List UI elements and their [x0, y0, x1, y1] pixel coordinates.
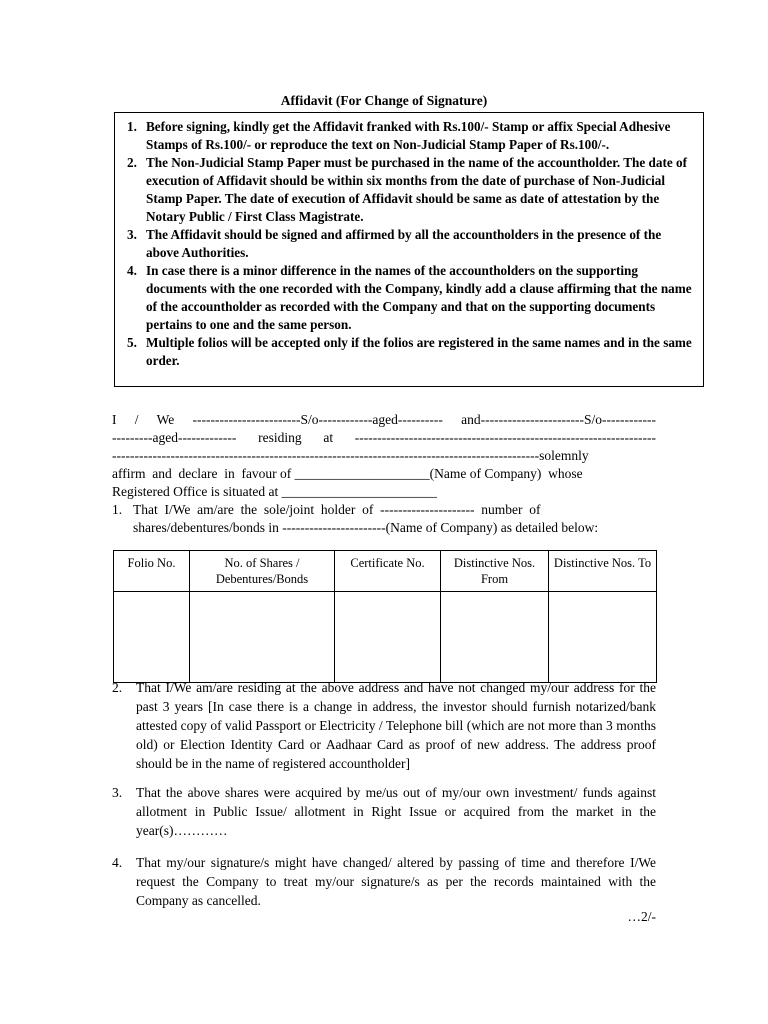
- instruction-text: Before signing, kindly get the Affidavit franked with Rs.100/- Stamp or affix Special Adhesive Stamps of Rs.100/- or reproduce the text on Non-Judicial Stamp Paper of Rs.100/-.: [146, 119, 671, 152]
- table-cell-distinctive-to[interactable]: [549, 592, 657, 683]
- clause-text: That I/We am/are residing at the above address and have not changed my/our address for the past 3 years [In case there is a change in address, the investor should furnish notarized/bank attested copy of valid Passport or Electricity / Telephone bill (which are not more than 3 months old) or Election Identity Card or Aadhaar Card as proof of new address. The address proof should be in the name of registered accountholder]: [136, 680, 656, 771]
- declaration-line: I / We ------------------------S/o------------aged---------- and-----------------------S/o------------: [112, 412, 656, 427]
- instruction-item: [115, 154, 703, 226]
- clause-line: shares/debentures/bonds in -----------------------(Name of Company) as detailed below:: [133, 520, 599, 535]
- instruction-number: 5.: [127, 335, 137, 350]
- column-header-folio: Folio No.: [114, 551, 190, 592]
- instruction-number: 1.: [127, 119, 137, 134]
- clause-number: 2.: [112, 680, 123, 695]
- declaration-line: ---------aged------------- residing at -------------------------------------------------------------------: [112, 430, 656, 445]
- instruction-text: The Affidavit should be signed and affirmed by all the accountholders in the presence of the above Authorities.: [146, 227, 662, 260]
- instruction-item: [115, 118, 703, 154]
- table-cell-certificate[interactable]: [335, 592, 441, 683]
- instruction-item: [115, 334, 703, 370]
- instruction-item: [115, 262, 703, 334]
- clause-4: [112, 853, 656, 910]
- column-header-distinctive-to: Distinctive Nos. To: [549, 551, 657, 592]
- document-title-text: Affidavit (For Change of Signature): [280, 93, 488, 108]
- column-header-distinctive-from: Distinctive Nos. From: [441, 551, 549, 592]
- clause-number: 3.: [112, 785, 123, 800]
- clause-number: 4.: [112, 855, 123, 870]
- clause-text: That the above shares were acquired by me/us out of my/our own investment/ funds against allotment in Public Issue/ allotment in Right Issue or acquired from the market in the year(s)…………: [136, 785, 656, 838]
- declaration-line: affirm and declare in favour of ____________________(Name of Company) whose: [112, 466, 583, 481]
- clause-text: That my/our signature/s might have changed/ altered by passing of time and therefore I/We request the Company to treat my/our signature/s as per the records maintained with the Company as cancelled.: [136, 855, 656, 908]
- instruction-text: In case there is a minor difference in the names of the accountholders on the supporting documents with the one recorded with the Company, kindly add a clause affirming that the name of the accountholder as recorded with the Company and that on the supporting documents pertains to one and the same person.: [146, 263, 692, 332]
- clause-1: [112, 501, 656, 537]
- clause-3: [112, 783, 656, 840]
- declaration-block: [112, 411, 656, 501]
- table-cell-shares[interactable]: [190, 592, 335, 683]
- declaration-line: -----------------------------------------------------------------------------------------------solemnly: [112, 448, 589, 463]
- clause-line: That I/We am/are the sole/joint holder of --------------------- number of: [133, 502, 541, 517]
- instruction-text: Multiple folios will be accepted only if the folios are registered in the same names and in the same order.: [146, 335, 692, 368]
- instruction-text: The Non-Judicial Stamp Paper must be purchased in the name of the accountholder. The date of execution of Affidavit should be within six months from the date of purchase of Non-Judicial Stamp Paper. The date of execution of Affidavit should be same as date of attestation by the Notary Public / First Class Magistrate.: [146, 155, 687, 224]
- table-row: [114, 592, 657, 683]
- clause-2: [112, 678, 656, 773]
- holdings-table: [113, 550, 657, 683]
- page-continuation-marker: …2/-: [627, 909, 656, 924]
- instruction-number: 3.: [127, 227, 137, 242]
- table-header-row: [114, 551, 657, 592]
- declaration-line: Registered Office is situated at _______________________: [112, 484, 437, 499]
- instruction-number: 4.: [127, 263, 137, 278]
- instructions-list: [115, 118, 703, 370]
- instructions-box: [114, 112, 704, 387]
- table-cell-folio[interactable]: [114, 592, 190, 683]
- table-cell-distinctive-from[interactable]: [441, 592, 549, 683]
- document-title: [0, 93, 768, 109]
- clause-number: 1.: [112, 502, 123, 517]
- column-header-certificate: Certificate No.: [335, 551, 441, 592]
- instruction-number: 2.: [127, 155, 137, 170]
- instruction-item: [115, 226, 703, 262]
- column-header-shares: No. of Shares / Debentures/Bonds: [190, 551, 335, 592]
